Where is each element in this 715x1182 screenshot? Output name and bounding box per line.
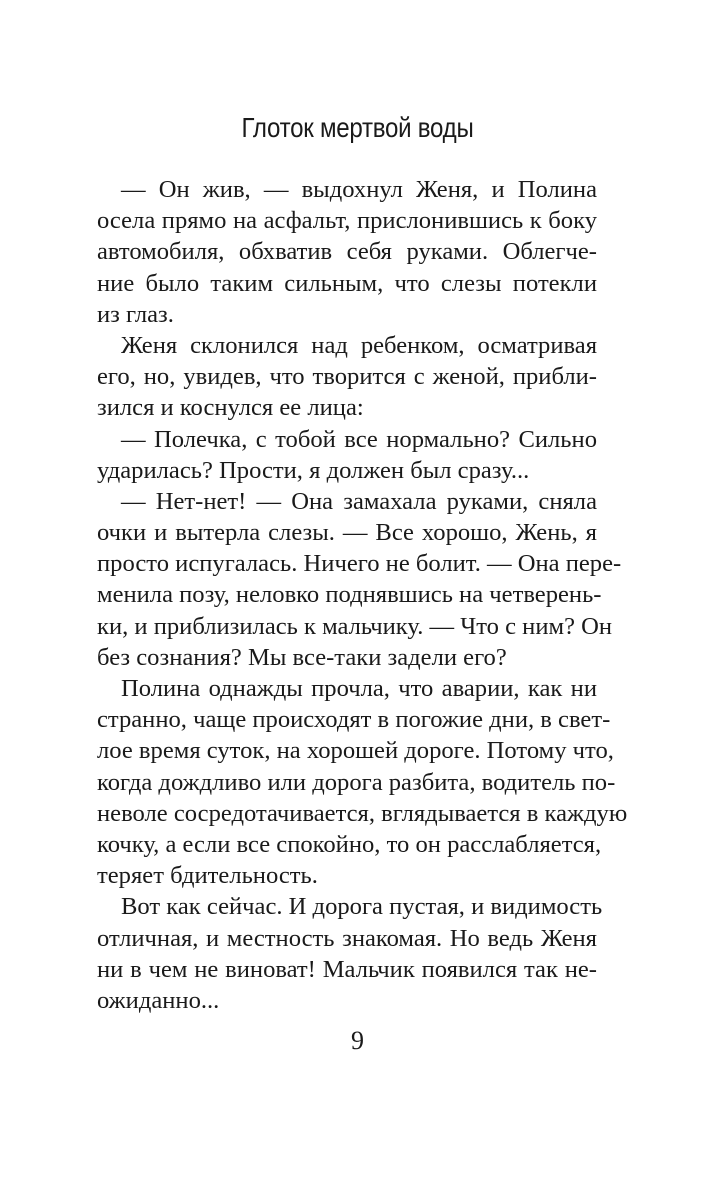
text-line: осела прямо на асфальт, прислонившись к боку [97, 207, 597, 235]
text-line: зился и коснулся ее лица: [97, 394, 364, 422]
page-number: 9 [351, 1026, 364, 1055]
text-line: автомобиля, обхватив себя руками. Облегче- [97, 238, 597, 266]
text-line: Полина однажды прочла, что аварии, как ни [121, 675, 597, 702]
text-line: когда дождливо или дорога разбита, водитель по- [97, 768, 616, 796]
paragraph [97, 486, 622, 673]
text-line: странно, чаще происходят в погожие дни, в свет- [97, 706, 611, 734]
text-line: менила позу, неловко поднявшись на четверень- [97, 581, 602, 609]
text-line: — Нет-нет! — Она замахала руками, сняла [121, 487, 597, 515]
running-head: Глоток мертвой воды [241, 112, 474, 143]
text-line: ние было таким сильным, что слезы потекли [97, 269, 597, 297]
text-line: очки и вытерла слезы. — Все хорошо, Жень, я [97, 519, 597, 547]
paragraph [97, 891, 603, 1016]
body-text [97, 174, 628, 1016]
text-line: его, но, увидев, что творится с женой, прибли- [97, 363, 597, 391]
text-line: ожиданно... [97, 986, 220, 1014]
text-line: лое время суток, на хорошей дороге. Потому что, [97, 737, 614, 765]
text-line: — Полечка, с тобой все нормально? Сильно [121, 425, 597, 453]
text-line: ударилась? Прости, я должен был сразу... [97, 456, 530, 484]
text-line: без сознания? Мы все-таки задели его? [97, 643, 507, 671]
text-line: отличная, и местность знакомая. Но ведь Женя [97, 924, 597, 952]
paragraph [97, 424, 597, 486]
text-line: кочку, а если все спокойно, то он расслабляется, [97, 830, 602, 858]
paragraph [97, 174, 597, 330]
text-line: — Он жив, — выдохнул Женя, и Полина [121, 176, 597, 203]
text-line: Вот как сейчас. И дорога пустая, и видимость [121, 893, 603, 921]
text-line: ки, и приблизилась к мальчику. — Что с ним? Он [97, 612, 613, 640]
text-line: неволе сосредотачивается, вглядывается в каждую [97, 799, 628, 827]
text-line: просто испугалась. Ничего не болит. — Она пере- [97, 550, 622, 578]
paragraph [97, 330, 597, 424]
text-line: Женя склонился над ребенком, осматривая [121, 331, 597, 359]
text-line: теряет бдительность. [97, 862, 318, 890]
paragraph [97, 673, 628, 891]
text-line: ни в чем не виноват! Мальчик появился так не- [97, 955, 597, 983]
text-line: из глаз. [97, 300, 174, 328]
